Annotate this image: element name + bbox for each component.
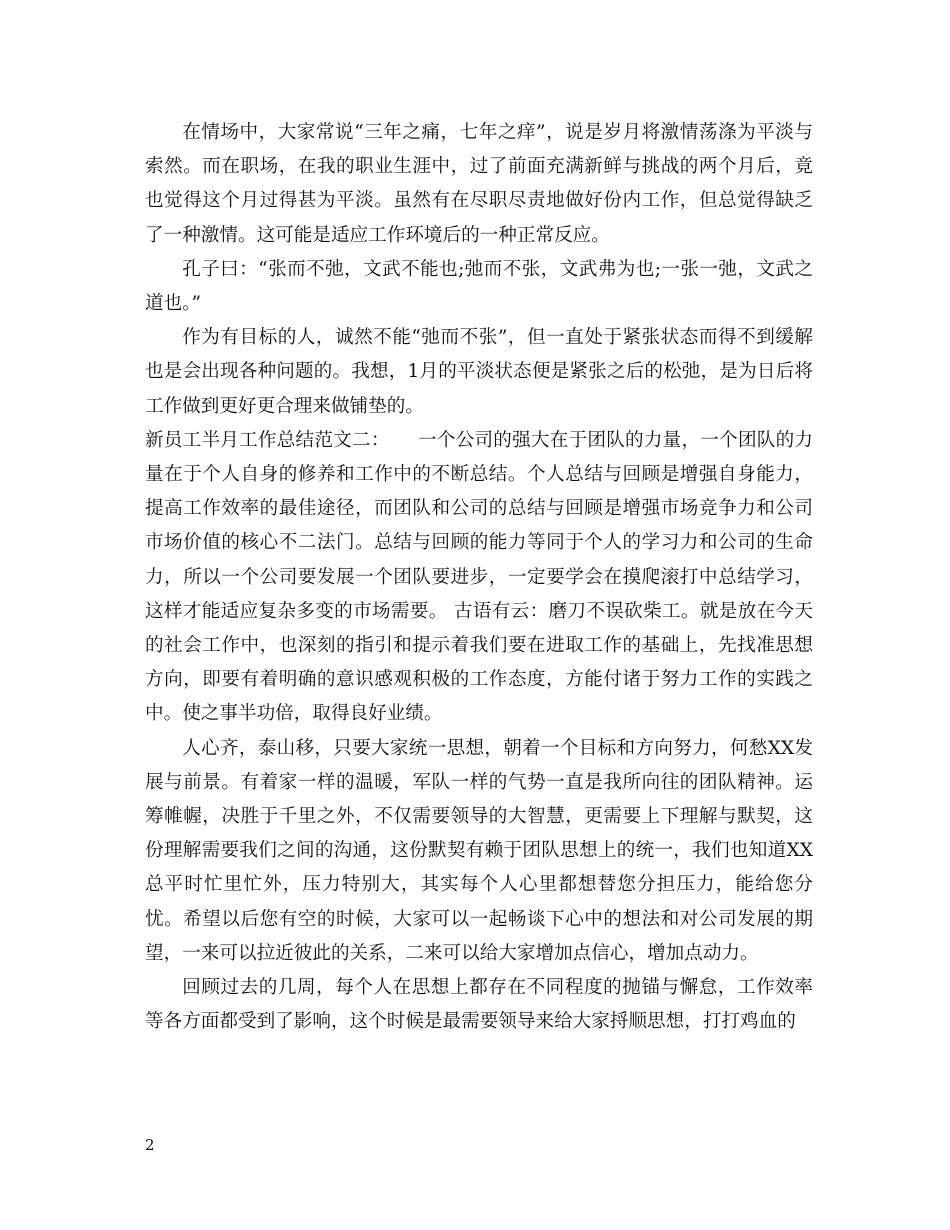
paragraph-5: 人心齐，泰山移，只要大家统一思想，朝着一个目标和方向努力，何愁XX发展与前景。有着家一样的温暖，军队一样的气势一直是我所向往的团队精神。运筹帷幄，决胜于千里之外，不仅需要领导的大智慧，更需要上下理解与默契，这份理解需要我们之间的沟通，这份默契有赖于团队思想上的统一，我们也知道XX总平时忙里忙外，压力特别大，其实每个人心里都想替您分担压力，能给您分忧。希望以后您有空的时候，大家可以一起畅谈下心中的想法和对公司发展的期望，一来可以拉近彼此的关系，二来可以给大家增加点信心，增加点动力。: [145, 737, 813, 964]
paragraph-2: 孔子曰：“张而不弛，文武不能也;弛而不张，文武弗为也;一张一弛，文武之道也。”: [145, 258, 813, 315]
paragraph-1: 在情场中，大家常说“三年之痛，七年之痒”，说是岁月将激情荡涤为平淡与索然。而在职场，在我的职业生涯中，过了前面充满新鲜与挑战的两个月后，竟也觉得这个月过得甚为平淡。虽然有在尽职尽责地做好份内工作，但总觉得缺乏了一种激情。这可能是适应工作环境后的一种正常反应。: [145, 122, 813, 246]
paragraph-6: 回顾过去的几周，每个人在思想上都存在不同程度的抛锚与懈怠，工作效率等各方面都受到了影响，这个时候是最需要领导来给大家捋顺思想，打打鸡血的: [145, 977, 813, 1033]
paragraph-4: 新员工半月工作总结范文二： 一个公司的强大在于团队的力量，一个团队的力量在于个人自身的修养和工作中的不断总结。个人总结与回顾是增强自身能力，提高工作效率的最佳途径，而团队和公司的总结与回顾是增强市场竞争力和公司市场价值的核心不二法门。总结与回顾的能力等同于个人的学习力和公司的生命力，所以一个公司要发展一个团队要进步，一定要学会在摸爬滚打中总结学习，这样才能适应复杂多变的市场需要。 古语有云：磨刀不误砍柴工。就是放在今天的社会工作中，也深刻的指引和提示着我们要在进取工作的基础上，先找准思想方向，即要有着明确的意识感观积极的工作态度，方能付诸于努力工作的实践之中。使之事半功倍，取得良好业绩。: [145, 429, 813, 725]
page-number: 2: [145, 1136, 155, 1154]
paragraph-3: 作为有目标的人，诚然不能“弛而不张”，但一直处于紧张状态而得不到缓解也是会出现各种问题的。我想，1月的平淡状态便是紧张之后的松弛，是为日后将工作做到更好更合理来做铺垫的。: [145, 327, 813, 417]
document-body: [145, 116, 813, 1039]
